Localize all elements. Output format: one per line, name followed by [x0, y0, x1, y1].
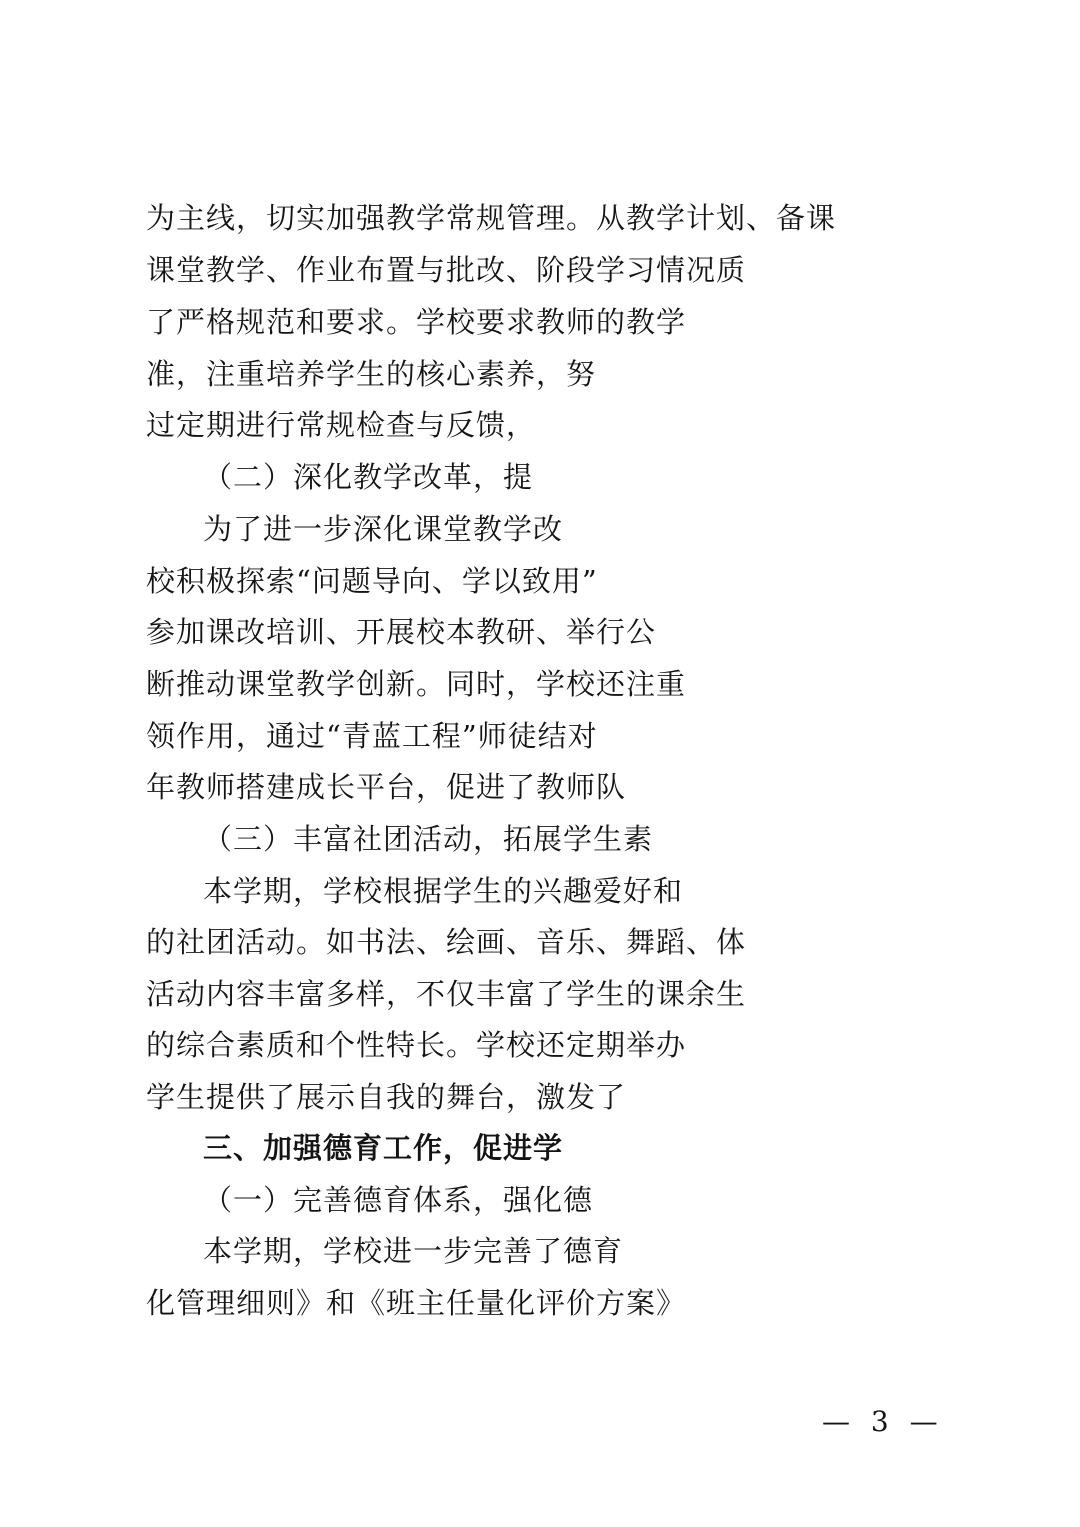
text-line: 的社团活动。如书法、绘画、音乐、舞蹈、体 [146, 925, 747, 959]
section-heading: （二）深化教学改革，提 [203, 460, 534, 494]
text-line: 过定期进行常规检查与反馈， [146, 408, 537, 442]
text-line: 准，注重培养学生的核心素养，努 [146, 357, 597, 391]
section-heading: （三）丰富社团活动，拓展学生素 [203, 822, 654, 856]
text-line: 本学期，学校进一步完善了德育 [203, 1234, 624, 1268]
text-line: 年教师搭建成长平台，促进了教师队 [146, 770, 627, 804]
text-line: 校积极探索“问题导向、学以致用” [146, 564, 598, 598]
text-line: 本学期，学校根据学生的兴趣爱好和 [203, 874, 684, 908]
text-line: 化管理细则》和《班主任量化评价方案》 [146, 1286, 687, 1320]
text-line: 为主线，切实加强教学常规管理。从教学计划、备课 [146, 201, 837, 235]
text-line: 领作用，通过“青蓝工程”师徒结对 [146, 719, 598, 753]
text-line: 参加课改培训、开展校本教研、举行公 [146, 615, 657, 649]
text-line: 的综合素质和个性特长。学校还定期举办 [146, 1028, 687, 1062]
text-line: 课堂教学、作业布置与批改、阶段学习情况质 [146, 253, 747, 287]
text-line: 为了进一步深化课堂教学改 [203, 512, 564, 546]
chapter-heading: 三、加强德育工作，促进学 [203, 1131, 564, 1165]
text-line: 学生提供了展示自我的舞台，激发了 [146, 1080, 627, 1114]
text-line: 断推动课堂教学创新。同时，学校还注重 [146, 667, 687, 701]
text-line: 了严格规范和要求。学校要求教师的教学 [146, 305, 687, 339]
section-heading: （一）完善德育体系，强化德 [203, 1183, 594, 1217]
text-line: 活动内容丰富多样，不仅丰富了学生的课余生 [146, 977, 747, 1011]
page-number: — 3 — [822, 1405, 944, 1438]
